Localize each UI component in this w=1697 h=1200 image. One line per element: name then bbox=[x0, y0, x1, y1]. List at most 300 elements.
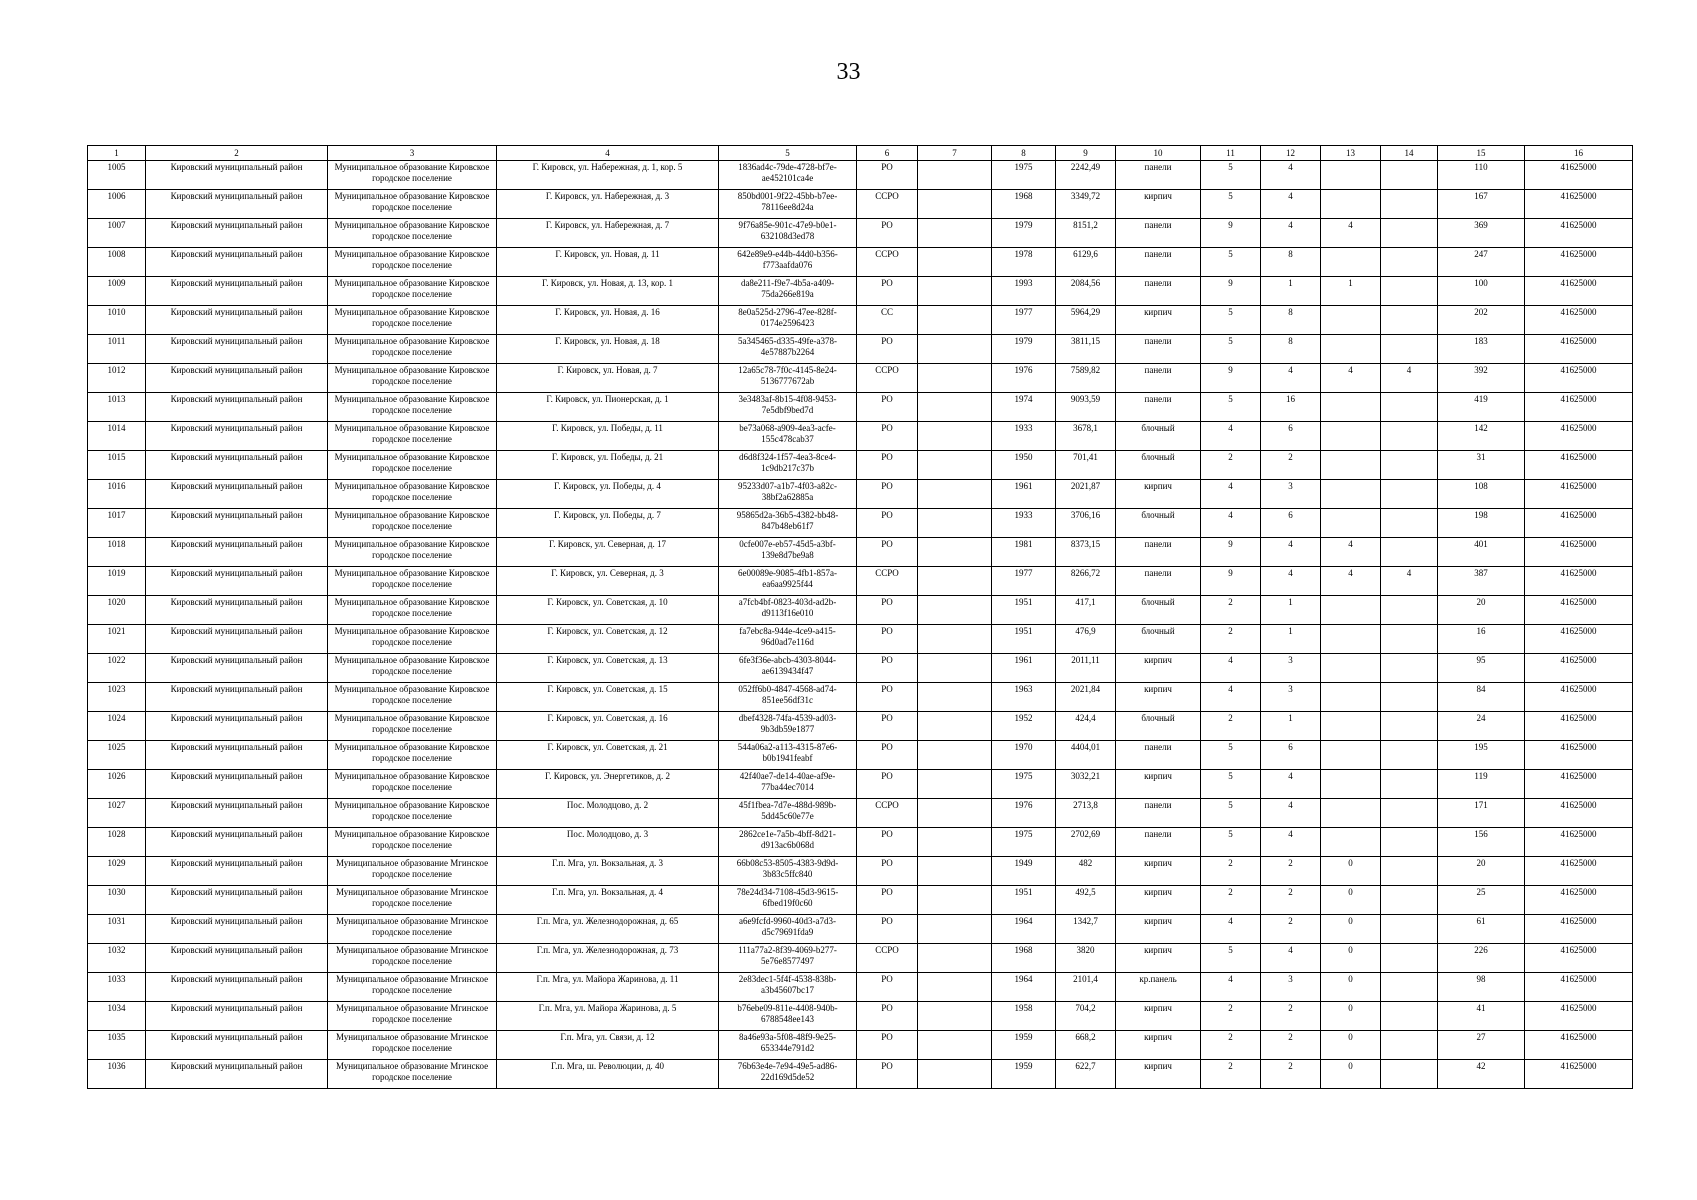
cell-residents: 183 bbox=[1438, 335, 1525, 364]
cell-residents: 61 bbox=[1438, 915, 1525, 944]
cell-district: Кировский муниципальный район bbox=[146, 248, 328, 277]
cell-col-14 bbox=[1381, 161, 1438, 190]
cell-oktmo: 41625000 bbox=[1525, 219, 1633, 248]
cell-col-7 bbox=[918, 857, 992, 886]
cell-year-built: 1975 bbox=[992, 161, 1056, 190]
cell-residents: 202 bbox=[1438, 306, 1525, 335]
table-row bbox=[88, 364, 1633, 393]
cell-fias-guid: 111a77a2-8f39-4069-b277-5e76e8577497 bbox=[719, 944, 857, 973]
cell-residents: 41 bbox=[1438, 1002, 1525, 1031]
cell-col-13: 1 bbox=[1321, 277, 1381, 306]
cell-fias-guid: 8e0a525d-2796-47ee-828f-0174e2596423 bbox=[719, 306, 857, 335]
cell-district: Кировский муниципальный район bbox=[146, 1002, 328, 1031]
cell-entrances: 4 bbox=[1261, 190, 1321, 219]
cell-management-type: РО bbox=[857, 915, 918, 944]
table-row bbox=[88, 683, 1633, 712]
cell-management-type: РО bbox=[857, 828, 918, 857]
cell-entrances: 3 bbox=[1261, 654, 1321, 683]
cell-oktmo: 41625000 bbox=[1525, 190, 1633, 219]
table-row bbox=[88, 1031, 1633, 1060]
cell-col-13 bbox=[1321, 161, 1381, 190]
cell-residents: 167 bbox=[1438, 190, 1525, 219]
cell-row-number: 1021 bbox=[88, 625, 146, 654]
cell-fias-guid: 3e3483af-8b15-4f08-9453-7e5dbf9bed7d bbox=[719, 393, 857, 422]
cell-floors: 9 bbox=[1201, 538, 1261, 567]
cell-oktmo: 41625000 bbox=[1525, 828, 1633, 857]
cell-entrances: 2 bbox=[1261, 1002, 1321, 1031]
cell-district: Кировский муниципальный район bbox=[146, 799, 328, 828]
cell-row-number: 1019 bbox=[88, 567, 146, 596]
cell-management-type: РО bbox=[857, 161, 918, 190]
cell-wall-material: панели bbox=[1116, 364, 1201, 393]
cell-row-number: 1027 bbox=[88, 799, 146, 828]
cell-area: 7589,82 bbox=[1056, 364, 1116, 393]
column-header-16: 16 bbox=[1525, 146, 1633, 161]
cell-oktmo: 41625000 bbox=[1525, 712, 1633, 741]
cell-col-7 bbox=[918, 828, 992, 857]
cell-fias-guid: da8e211-f9e7-4b5a-a409-75da266e819a bbox=[719, 277, 857, 306]
cell-fias-guid: 6e00089e-9085-4fb1-857a-ea6aa9925f44 bbox=[719, 567, 857, 596]
cell-entrances: 4 bbox=[1261, 799, 1321, 828]
cell-col-7 bbox=[918, 219, 992, 248]
cell-year-built: 1961 bbox=[992, 654, 1056, 683]
cell-year-built: 1970 bbox=[992, 741, 1056, 770]
cell-fias-guid: 78e24d34-7108-45d3-9615-6fbed19f0c60 bbox=[719, 886, 857, 915]
cell-address: Г.п. Мга, ул. Майора Жаринова, д. 5 bbox=[497, 1002, 719, 1031]
cell-district: Кировский муниципальный район bbox=[146, 741, 328, 770]
cell-oktmo: 41625000 bbox=[1525, 625, 1633, 654]
cell-year-built: 1975 bbox=[992, 770, 1056, 799]
cell-col-13: 4 bbox=[1321, 364, 1381, 393]
cell-row-number: 1029 bbox=[88, 857, 146, 886]
cell-col-14 bbox=[1381, 654, 1438, 683]
cell-col-14 bbox=[1381, 1031, 1438, 1060]
column-header-8: 8 bbox=[992, 146, 1056, 161]
cell-municipality: Муниципальное образование Кировское городское поселение bbox=[328, 393, 497, 422]
cell-floors: 2 bbox=[1201, 886, 1261, 915]
cell-district: Кировский муниципальный район bbox=[146, 393, 328, 422]
cell-fias-guid: 76b63e4e-7e94-49e5-ad86-22d169d5de52 bbox=[719, 1060, 857, 1089]
cell-district: Кировский муниципальный район bbox=[146, 625, 328, 654]
cell-col-14 bbox=[1381, 277, 1438, 306]
cell-district: Кировский муниципальный район bbox=[146, 277, 328, 306]
cell-wall-material: панели bbox=[1116, 741, 1201, 770]
cell-col-14 bbox=[1381, 480, 1438, 509]
cell-fias-guid: 5a345465-d335-49fe-a378-4e57887b2264 bbox=[719, 335, 857, 364]
cell-col-14 bbox=[1381, 828, 1438, 857]
cell-col-14 bbox=[1381, 973, 1438, 1002]
cell-municipality: Муниципальное образование Кировское городское поселение bbox=[328, 306, 497, 335]
cell-oktmo: 41625000 bbox=[1525, 538, 1633, 567]
cell-district: Кировский муниципальный район bbox=[146, 480, 328, 509]
cell-col-13 bbox=[1321, 625, 1381, 654]
cell-entrances: 3 bbox=[1261, 480, 1321, 509]
cell-area: 704,2 bbox=[1056, 1002, 1116, 1031]
cell-row-number: 1016 bbox=[88, 480, 146, 509]
cell-municipality: Муниципальное образование Кировское городское поселение bbox=[328, 654, 497, 683]
cell-row-number: 1009 bbox=[88, 277, 146, 306]
cell-oktmo: 41625000 bbox=[1525, 857, 1633, 886]
cell-management-type: РО bbox=[857, 1031, 918, 1060]
cell-address: Пос. Молодцово, д. 2 bbox=[497, 799, 719, 828]
cell-col-14 bbox=[1381, 741, 1438, 770]
cell-area: 2021,87 bbox=[1056, 480, 1116, 509]
cell-address: Г. Кировск, ул. Победы, д. 4 bbox=[497, 480, 719, 509]
cell-floors: 2 bbox=[1201, 1031, 1261, 1060]
cell-year-built: 1993 bbox=[992, 277, 1056, 306]
cell-oktmo: 41625000 bbox=[1525, 277, 1633, 306]
cell-col-13: 4 bbox=[1321, 219, 1381, 248]
cell-residents: 31 bbox=[1438, 451, 1525, 480]
cell-address: Г. Кировск, ул. Новая, д. 7 bbox=[497, 364, 719, 393]
cell-col-7 bbox=[918, 248, 992, 277]
cell-area: 9093,59 bbox=[1056, 393, 1116, 422]
cell-row-number: 1023 bbox=[88, 683, 146, 712]
cell-col-13: 0 bbox=[1321, 915, 1381, 944]
cell-municipality: Муниципальное образование Кировское городское поселение bbox=[328, 741, 497, 770]
cell-fias-guid: 8a46e93a-5f08-48f9-9e25-653344e791d2 bbox=[719, 1031, 857, 1060]
cell-area: 622,7 bbox=[1056, 1060, 1116, 1089]
cell-management-type: РО bbox=[857, 393, 918, 422]
cell-oktmo: 41625000 bbox=[1525, 480, 1633, 509]
cell-wall-material: панели bbox=[1116, 335, 1201, 364]
cell-entrances: 6 bbox=[1261, 422, 1321, 451]
cell-residents: 195 bbox=[1438, 741, 1525, 770]
cell-wall-material: блочный bbox=[1116, 451, 1201, 480]
cell-oktmo: 41625000 bbox=[1525, 1031, 1633, 1060]
cell-municipality: Муниципальное образование Кировское городское поселение bbox=[328, 596, 497, 625]
cell-col-13 bbox=[1321, 393, 1381, 422]
table-row bbox=[88, 335, 1633, 364]
cell-col-14 bbox=[1381, 538, 1438, 567]
cell-residents: 95 bbox=[1438, 654, 1525, 683]
cell-row-number: 1017 bbox=[88, 509, 146, 538]
cell-management-type: РО bbox=[857, 683, 918, 712]
cell-entrances: 4 bbox=[1261, 364, 1321, 393]
cell-municipality: Муниципальное образование Мгинское городское поселение bbox=[328, 857, 497, 886]
cell-row-number: 1005 bbox=[88, 161, 146, 190]
cell-residents: 226 bbox=[1438, 944, 1525, 973]
cell-area: 4404,01 bbox=[1056, 741, 1116, 770]
cell-fias-guid: 0cfe007e-eb57-45d5-a3bf-139e8d7be9a8 bbox=[719, 538, 857, 567]
cell-oktmo: 41625000 bbox=[1525, 567, 1633, 596]
cell-area: 476,9 bbox=[1056, 625, 1116, 654]
cell-entrances: 8 bbox=[1261, 248, 1321, 277]
cell-wall-material: кирпич bbox=[1116, 654, 1201, 683]
cell-wall-material: кирпич bbox=[1116, 480, 1201, 509]
cell-residents: 387 bbox=[1438, 567, 1525, 596]
cell-col-14 bbox=[1381, 451, 1438, 480]
cell-floors: 5 bbox=[1201, 161, 1261, 190]
cell-area: 2713,8 bbox=[1056, 799, 1116, 828]
cell-fias-guid: fa7ebc8a-944e-4ce9-a415-96d0ad7e116d bbox=[719, 625, 857, 654]
cell-year-built: 1977 bbox=[992, 306, 1056, 335]
cell-district: Кировский муниципальный район bbox=[146, 828, 328, 857]
cell-address: Г. Кировск, ул. Набережная, д. 1, кор. 5 bbox=[497, 161, 719, 190]
cell-management-type: РО bbox=[857, 335, 918, 364]
cell-floors: 5 bbox=[1201, 248, 1261, 277]
cell-entrances: 6 bbox=[1261, 509, 1321, 538]
page-number: 33 bbox=[836, 59, 861, 85]
table-row bbox=[88, 596, 1633, 625]
cell-oktmo: 41625000 bbox=[1525, 161, 1633, 190]
cell-col-13 bbox=[1321, 509, 1381, 538]
cell-entrances: 2 bbox=[1261, 1031, 1321, 1060]
cell-entrances: 3 bbox=[1261, 973, 1321, 1002]
cell-col-7 bbox=[918, 509, 992, 538]
cell-area: 3706,16 bbox=[1056, 509, 1116, 538]
cell-oktmo: 41625000 bbox=[1525, 451, 1633, 480]
cell-wall-material: кирпич bbox=[1116, 944, 1201, 973]
table-row bbox=[88, 422, 1633, 451]
cell-floors: 2 bbox=[1201, 712, 1261, 741]
table-row bbox=[88, 480, 1633, 509]
cell-col-14: 4 bbox=[1381, 567, 1438, 596]
cell-col-7 bbox=[918, 190, 992, 219]
cell-floors: 5 bbox=[1201, 741, 1261, 770]
cell-col-14 bbox=[1381, 1060, 1438, 1089]
cell-address: Г. Кировск, ул. Набережная, д. 3 bbox=[497, 190, 719, 219]
cell-district: Кировский муниципальный район bbox=[146, 219, 328, 248]
cell-col-13: 0 bbox=[1321, 973, 1381, 1002]
cell-management-type: РО bbox=[857, 741, 918, 770]
cell-row-number: 1015 bbox=[88, 451, 146, 480]
cell-municipality: Муниципальное образование Кировское городское поселение bbox=[328, 799, 497, 828]
cell-fias-guid: 6fe3f36e-abcb-4303-8044-ae6139434f47 bbox=[719, 654, 857, 683]
cell-district: Кировский муниципальный район bbox=[146, 654, 328, 683]
cell-management-type: ССРО bbox=[857, 944, 918, 973]
cell-district: Кировский муниципальный район bbox=[146, 770, 328, 799]
cell-wall-material: кирпич bbox=[1116, 1031, 1201, 1060]
table-row bbox=[88, 857, 1633, 886]
cell-floors: 9 bbox=[1201, 277, 1261, 306]
cell-col-7 bbox=[918, 277, 992, 306]
cell-row-number: 1011 bbox=[88, 335, 146, 364]
cell-entrances: 2 bbox=[1261, 915, 1321, 944]
cell-entrances: 1 bbox=[1261, 596, 1321, 625]
cell-year-built: 1951 bbox=[992, 625, 1056, 654]
cell-col-7 bbox=[918, 335, 992, 364]
cell-col-7 bbox=[918, 567, 992, 596]
cell-wall-material: кирпич bbox=[1116, 857, 1201, 886]
cell-area: 668,2 bbox=[1056, 1031, 1116, 1060]
cell-col-13 bbox=[1321, 683, 1381, 712]
column-header-10: 10 bbox=[1116, 146, 1201, 161]
cell-entrances: 4 bbox=[1261, 944, 1321, 973]
cell-row-number: 1028 bbox=[88, 828, 146, 857]
cell-address: Г.п. Мга, ш. Революции, д. 40 bbox=[497, 1060, 719, 1089]
cell-col-14 bbox=[1381, 857, 1438, 886]
cell-col-7 bbox=[918, 944, 992, 973]
cell-management-type: ССРО bbox=[857, 567, 918, 596]
cell-address: Г. Кировск, ул. Советская, д. 21 bbox=[497, 741, 719, 770]
cell-address: Г. Кировск, ул. Советская, д. 16 bbox=[497, 712, 719, 741]
cell-floors: 5 bbox=[1201, 190, 1261, 219]
cell-col-7 bbox=[918, 886, 992, 915]
column-header-2: 2 bbox=[146, 146, 328, 161]
cell-oktmo: 41625000 bbox=[1525, 944, 1633, 973]
cell-row-number: 1018 bbox=[88, 538, 146, 567]
cell-district: Кировский муниципальный район bbox=[146, 190, 328, 219]
cell-wall-material: панели bbox=[1116, 277, 1201, 306]
cell-year-built: 1981 bbox=[992, 538, 1056, 567]
cell-row-number: 1035 bbox=[88, 1031, 146, 1060]
cell-address: Г.п. Мга, ул. Вокзальная, д. 3 bbox=[497, 857, 719, 886]
cell-col-13 bbox=[1321, 770, 1381, 799]
cell-col-13 bbox=[1321, 422, 1381, 451]
cell-area: 2101,4 bbox=[1056, 973, 1116, 1002]
cell-district: Кировский муниципальный район bbox=[146, 306, 328, 335]
cell-fias-guid: 42f40ae7-de14-40ae-af9e-77ba44ec7014 bbox=[719, 770, 857, 799]
cell-municipality: Муниципальное образование Кировское городское поселение bbox=[328, 451, 497, 480]
cell-col-7 bbox=[918, 1031, 992, 1060]
cell-floors: 5 bbox=[1201, 335, 1261, 364]
cell-wall-material: блочный bbox=[1116, 509, 1201, 538]
cell-col-13 bbox=[1321, 335, 1381, 364]
cell-floors: 5 bbox=[1201, 828, 1261, 857]
cell-wall-material: панели bbox=[1116, 799, 1201, 828]
cell-residents: 42 bbox=[1438, 1060, 1525, 1089]
cell-address: Г.п. Мга, ул. Майора Жаринова, д. 11 bbox=[497, 973, 719, 1002]
cell-oktmo: 41625000 bbox=[1525, 364, 1633, 393]
cell-district: Кировский муниципальный район bbox=[146, 857, 328, 886]
cell-col-14 bbox=[1381, 509, 1438, 538]
cell-address: Г. Кировск, ул. Победы, д. 11 bbox=[497, 422, 719, 451]
cell-col-14 bbox=[1381, 393, 1438, 422]
cell-entrances: 8 bbox=[1261, 335, 1321, 364]
cell-oktmo: 41625000 bbox=[1525, 741, 1633, 770]
cell-row-number: 1020 bbox=[88, 596, 146, 625]
cell-row-number: 1033 bbox=[88, 973, 146, 1002]
cell-col-14 bbox=[1381, 335, 1438, 364]
cell-municipality: Муниципальное образование Кировское городское поселение bbox=[328, 683, 497, 712]
cell-col-7 bbox=[918, 1002, 992, 1031]
cell-wall-material: панели bbox=[1116, 567, 1201, 596]
cell-fias-guid: 95233d07-a1b7-4f03-a82c-38bf2a62885a bbox=[719, 480, 857, 509]
cell-address: Г.п. Мга, ул. Вокзальная, д. 4 bbox=[497, 886, 719, 915]
cell-district: Кировский муниципальный район bbox=[146, 712, 328, 741]
cell-year-built: 1975 bbox=[992, 828, 1056, 857]
cell-floors: 9 bbox=[1201, 364, 1261, 393]
table-row bbox=[88, 248, 1633, 277]
cell-entrances: 4 bbox=[1261, 161, 1321, 190]
cell-municipality: Муниципальное образование Кировское городское поселение bbox=[328, 538, 497, 567]
cell-col-7 bbox=[918, 161, 992, 190]
cell-municipality: Муниципальное образование Кировское городское поселение bbox=[328, 248, 497, 277]
cell-address: Г. Кировск, ул. Советская, д. 13 bbox=[497, 654, 719, 683]
cell-wall-material: кирпич bbox=[1116, 1002, 1201, 1031]
cell-management-type: РО bbox=[857, 712, 918, 741]
column-header-3: 3 bbox=[328, 146, 497, 161]
cell-year-built: 1964 bbox=[992, 973, 1056, 1002]
cell-municipality: Муниципальное образование Мгинское городское поселение bbox=[328, 944, 497, 973]
cell-year-built: 1950 bbox=[992, 451, 1056, 480]
cell-col-7 bbox=[918, 683, 992, 712]
cell-row-number: 1024 bbox=[88, 712, 146, 741]
cell-residents: 25 bbox=[1438, 886, 1525, 915]
cell-col-13 bbox=[1321, 596, 1381, 625]
cell-year-built: 1979 bbox=[992, 335, 1056, 364]
cell-row-number: 1025 bbox=[88, 741, 146, 770]
cell-year-built: 1977 bbox=[992, 567, 1056, 596]
cell-residents: 100 bbox=[1438, 277, 1525, 306]
cell-address: Г.п. Мга, ул. Железнодорожная, д. 73 bbox=[497, 944, 719, 973]
cell-row-number: 1014 bbox=[88, 422, 146, 451]
cell-area: 2702,69 bbox=[1056, 828, 1116, 857]
cell-year-built: 1952 bbox=[992, 712, 1056, 741]
cell-entrances: 8 bbox=[1261, 306, 1321, 335]
cell-col-13 bbox=[1321, 654, 1381, 683]
cell-floors: 5 bbox=[1201, 770, 1261, 799]
cell-entrances: 1 bbox=[1261, 625, 1321, 654]
cell-municipality: Муниципальное образование Мгинское городское поселение bbox=[328, 1031, 497, 1060]
cell-address: Г. Кировск, ул. Новая, д. 13, кор. 1 bbox=[497, 277, 719, 306]
cell-fias-guid: 95865d2a-36b5-4382-bb48-847b48eb61f7 bbox=[719, 509, 857, 538]
cell-district: Кировский муниципальный район bbox=[146, 973, 328, 1002]
cell-residents: 142 bbox=[1438, 422, 1525, 451]
cell-col-14 bbox=[1381, 770, 1438, 799]
cell-floors: 5 bbox=[1201, 799, 1261, 828]
cell-col-14 bbox=[1381, 190, 1438, 219]
cell-residents: 247 bbox=[1438, 248, 1525, 277]
table-row bbox=[88, 1060, 1633, 1089]
cell-col-7 bbox=[918, 538, 992, 567]
column-header-7: 7 bbox=[918, 146, 992, 161]
cell-col-7 bbox=[918, 799, 992, 828]
cell-residents: 20 bbox=[1438, 857, 1525, 886]
cell-floors: 4 bbox=[1201, 683, 1261, 712]
cell-residents: 156 bbox=[1438, 828, 1525, 857]
cell-col-7 bbox=[918, 596, 992, 625]
cell-col-14 bbox=[1381, 1002, 1438, 1031]
cell-col-13 bbox=[1321, 741, 1381, 770]
cell-residents: 20 bbox=[1438, 596, 1525, 625]
cell-wall-material: блочный bbox=[1116, 422, 1201, 451]
cell-wall-material: кирпич bbox=[1116, 306, 1201, 335]
cell-address: Г. Кировск, ул. Победы, д. 21 bbox=[497, 451, 719, 480]
cell-area: 6129,6 bbox=[1056, 248, 1116, 277]
cell-management-type: РО bbox=[857, 886, 918, 915]
cell-area: 482 bbox=[1056, 857, 1116, 886]
cell-management-type: РО bbox=[857, 219, 918, 248]
cell-municipality: Муниципальное образование Кировское городское поселение bbox=[328, 712, 497, 741]
cell-row-number: 1022 bbox=[88, 654, 146, 683]
table-row bbox=[88, 770, 1633, 799]
cell-floors: 2 bbox=[1201, 1002, 1261, 1031]
cell-col-13: 0 bbox=[1321, 886, 1381, 915]
cell-area: 2021,84 bbox=[1056, 683, 1116, 712]
cell-district: Кировский муниципальный район bbox=[146, 422, 328, 451]
cell-row-number: 1032 bbox=[88, 944, 146, 973]
cell-district: Кировский муниципальный район bbox=[146, 567, 328, 596]
cell-municipality: Муниципальное образование Кировское городское поселение bbox=[328, 364, 497, 393]
cell-entrances: 4 bbox=[1261, 828, 1321, 857]
cell-entrances: 6 bbox=[1261, 741, 1321, 770]
cell-entrances: 2 bbox=[1261, 451, 1321, 480]
cell-col-13 bbox=[1321, 190, 1381, 219]
cell-year-built: 1959 bbox=[992, 1031, 1056, 1060]
cell-entrances: 2 bbox=[1261, 1060, 1321, 1089]
cell-floors: 5 bbox=[1201, 393, 1261, 422]
cell-municipality: Муниципальное образование Кировское городское поселение bbox=[328, 219, 497, 248]
cell-fias-guid: 052ff6b0-4847-4568-ad74-851ee56df31c bbox=[719, 683, 857, 712]
cell-municipality: Муниципальное образование Мгинское городское поселение bbox=[328, 1002, 497, 1031]
cell-address: Г. Кировск, ул. Советская, д. 10 bbox=[497, 596, 719, 625]
cell-area: 701,41 bbox=[1056, 451, 1116, 480]
column-header-4: 4 bbox=[497, 146, 719, 161]
cell-fias-guid: 12a65c78-7f0c-4145-8e24-5136777672ab bbox=[719, 364, 857, 393]
cell-wall-material: кирпич bbox=[1116, 915, 1201, 944]
